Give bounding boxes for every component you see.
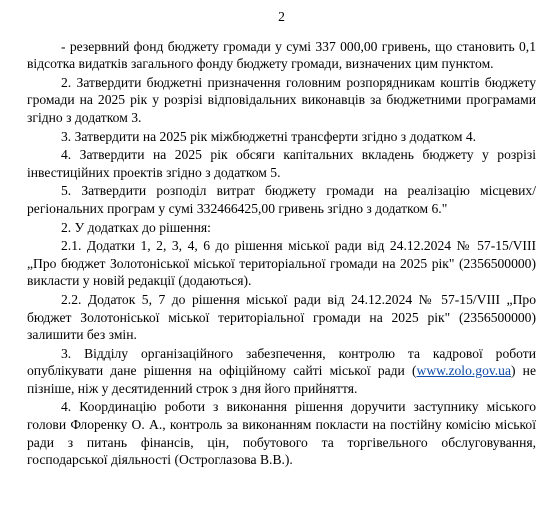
paragraph-annexes-new-edition: 2.1. Додатки 1, 2, 3, 4, 6 до рішення міської ради від 24.12.2024 № 57-15/VIII „Про бюджет Золотоніської міської територіальної громади на 2025 рік" (2356500000) викласти у новій редакції (додаються). [27,238,536,289]
website-link[interactable]: www.zolo.gov.ua [416,363,512,379]
paragraph-publication [27,345,536,398]
paragraph-annexes-heading: 2. У додатках до рішення: [61,219,211,235]
paragraph-reserve-fund: - резервний фонд бюджету громади у сумі 337 000,00 гривень, що становить 0,1 відсотка видатків загального фонду бюджету громади, визначених цим пунктом. [27,38,536,72]
paragraph-budget-assignments: 2. Затвердити бюджетні призначення головним розпорядникам коштів бюджету громади на 2025 рік у розрізі відповідальних виконавців за бюджетними програмами згідно з додатком 3. [27,74,536,125]
paragraph-coordination: 4. Координацію роботи з виконання рішення доручити заступнику міського голови Флоренку О. А., контроль за виконанням покласти на постійну комісію міської ради з питань фінансів, цін, побутового та торгівельного обслуговування, господарської діяльності (Остроглазова В.В.). [27,399,536,468]
publication-text-after: ) не пізніше, ніж у десятиденний строк з дня його прийняття. [27,363,536,396]
paragraph-capital-investments: 4. Затвердити на 2025 рік обсяги капітальних вкладень бюджету у розрізі інвестиційних проектів згідно з додатком 5. [27,147,536,180]
publication-text-before: 3. Відділу організаційного забезпечення, контролю та кадрової роботи опублікувати дане рішення на офіційному сайті міської ради ( [27,345,536,379]
paragraph-local-programs: 5. Затвердити розподіл витрат бюджету громади на реалізацію місцевих/регіональних програм у сумі 332466425,00 гривень згідно з додатком 6." [27,183,536,216]
page-number: 2 [278,9,285,24]
paragraph-annexes-unchanged: 2.2. Додаток 5, 7 до рішення міської ради від 24.12.2024 № 57-15/VIII „Про бюджет Золотоніської міської територіальної громади на 2025 рік" (2356500000) залишити без змін. [27,291,536,343]
paragraph-intergovernmental-transfers: 3. Затвердити на 2025 рік міжбюджетні трансферти згідно з додатком 4. [61,128,477,144]
